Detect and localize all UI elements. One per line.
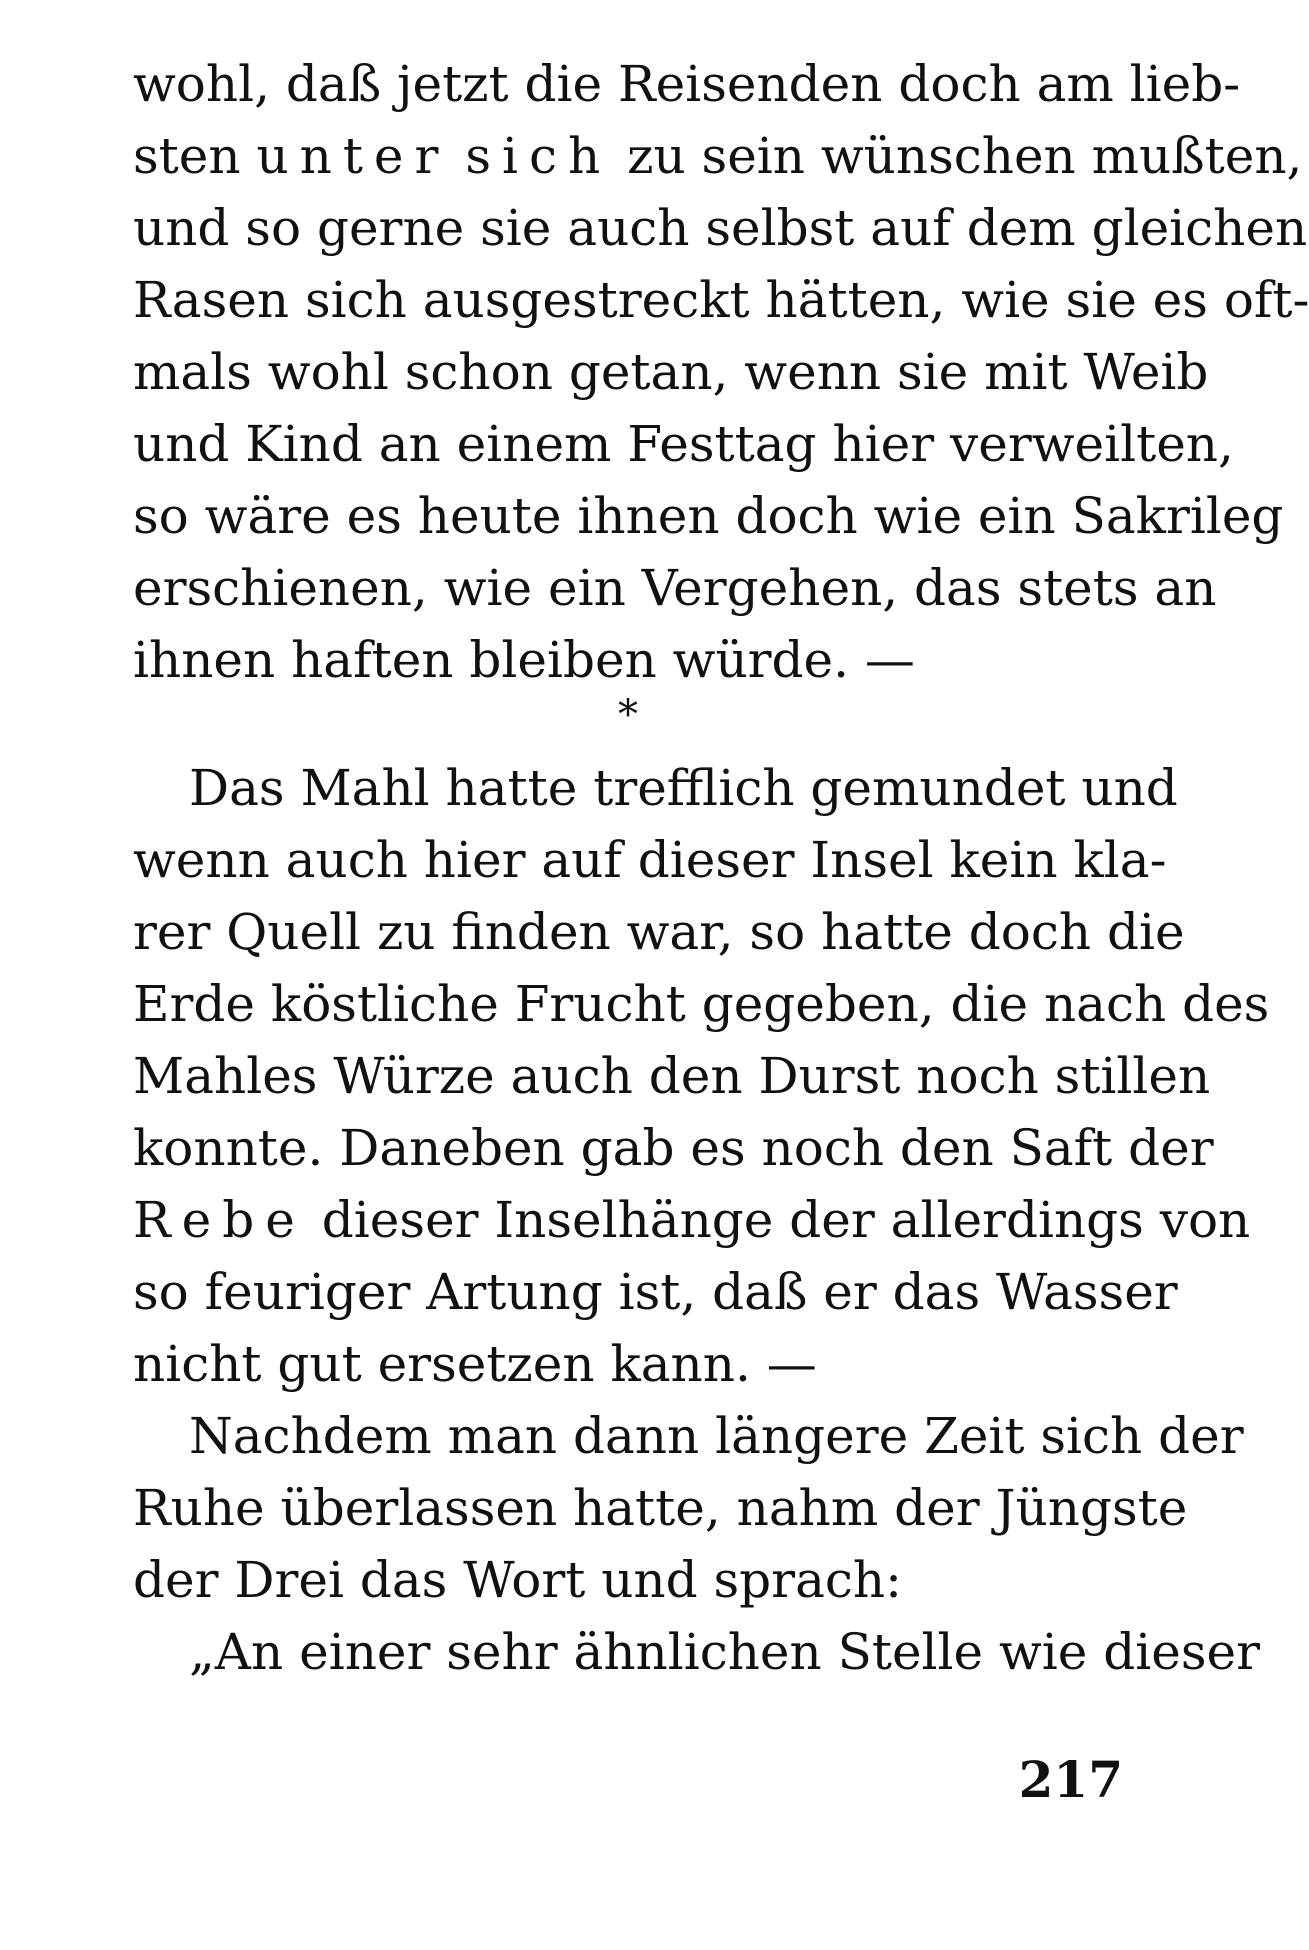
text-line: so wäre es heute ihnen doch wie ein Sakrileg: [133, 487, 1284, 545]
text-fragment: [449, 127, 465, 185]
text-line: Rasen sich ausgestreckt hätten, wie sie es oft-: [133, 271, 1309, 329]
text-line: Ruhe überlassen hatte, nahm der Jüngste: [133, 1479, 1188, 1537]
text-fragment: dieser Inselhänge der allerdings von: [305, 1191, 1251, 1249]
text-line: mals wohl schon getan, wenn sie mit Weib: [133, 343, 1209, 401]
text-line: und Kind an einem Festtag hier verweilten,: [133, 415, 1234, 473]
text-line: so feuriger Artung ist, daß er das Wasser: [133, 1263, 1178, 1321]
text-line: der Drei das Wort und sprach:: [133, 1551, 902, 1609]
text-fragment: sten: [133, 127, 257, 185]
text-line: rer Quell zu finden war, so hatte doch die: [133, 903, 1185, 961]
text-line: wohl, daß jetzt die Reisenden doch am lieb-: [133, 55, 1241, 113]
emphasis-spaced-text: unter: [256, 127, 450, 185]
text-line: konnte. Daneben gab es noch den Saft der: [133, 1119, 1214, 1177]
text-line: Das Mahl hatte trefflich gemundet und: [189, 759, 1178, 817]
text-line: Erde köstliche Frucht gegeben, die nach des: [133, 975, 1270, 1033]
text-line: Mahles Würze auch den Durst noch stillen: [133, 1047, 1211, 1105]
text-fragment: zu sein wünschen mußten,: [611, 127, 1303, 185]
section-separator-asterisk: *: [618, 692, 638, 738]
emphasis-spaced-text: Rebe: [133, 1191, 306, 1249]
text-line: [133, 1184, 1251, 1256]
text-line: nicht gut ersetzen kann. —: [133, 1335, 817, 1393]
text-line: „An einer sehr ähnlichen Stelle wie dieser: [189, 1623, 1261, 1681]
text-line: wenn auch hier auf dieser Insel kein kla-: [133, 831, 1167, 889]
text-line: und so gerne sie auch selbst auf dem gleichen: [133, 199, 1308, 257]
page-number: 217: [1018, 1750, 1123, 1809]
text-line: ihnen haften bleiben würde. —: [133, 631, 915, 689]
text-line: Nachdem man dann längere Zeit sich der: [189, 1407, 1244, 1465]
text-line: [133, 120, 1303, 192]
emphasis-spaced-text: sich: [465, 127, 612, 185]
text-line: erschienen, wie ein Vergehen, das stets an: [133, 559, 1217, 617]
